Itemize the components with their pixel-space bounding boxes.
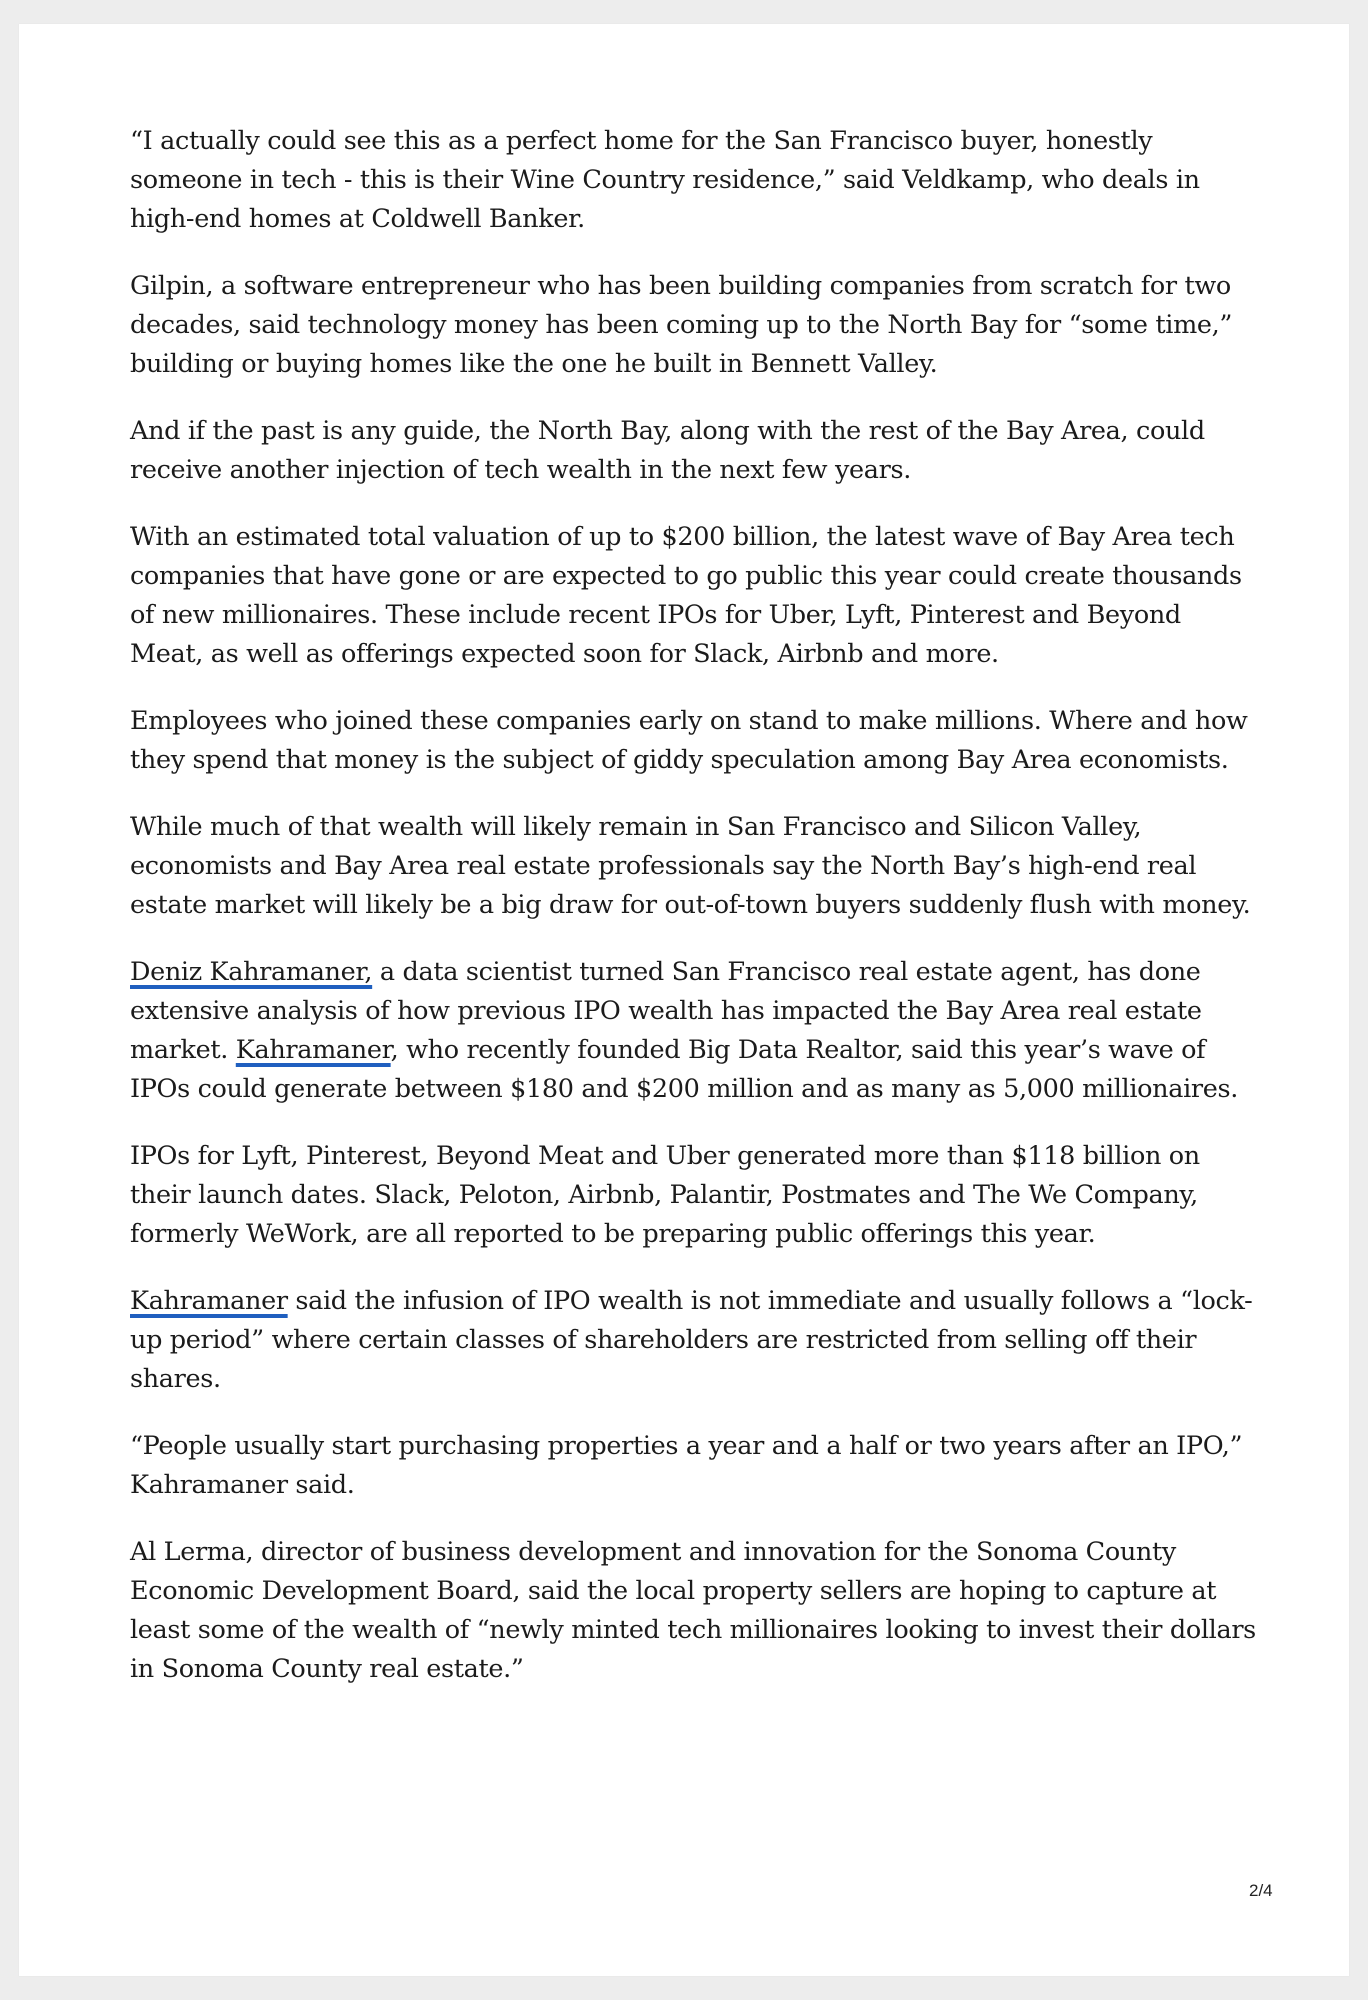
document-page — [19, 24, 1349, 1976]
paragraph-text: , who recently founded Big Data Realtor, said this year’s wave of IPOs could generate between $180 and $200 million and as many as 5,000 millionaires. — [130, 1035, 1238, 1104]
paragraph-text: said the infusion of IPO wealth is not immediate and usually follows a “lock-up period” where certain classes of shareholders are restricted from selling off their shares. — [130, 1286, 1253, 1394]
paragraph: “I actually could see this as a perfect home for the San Francisco buyer, honestly someone in tech - this is their Wine Country residence,” said Veldkamp, who deals in high-end homes at Coldwell Banker. — [130, 126, 1200, 234]
paragraph-text: a data scientist turned San Francisco real estate agent, has done extensive analysis of how previous IPO wealth has impacted the Bay Area real estate market. — [130, 957, 1202, 1065]
paragraph: With an estimated total valuation of up to $200 billion, the latest wave of Bay Area tech companies that have gone or are expected to go public this year could create thousands of new millionaires. These include recent IPOs for Uber, Lyft, Pinterest and Beyond Meat, as well as offerings expected soon for Slack, Airbnb and more. — [130, 522, 1242, 669]
paragraph: “People usually start purchasing properties a year and a half or two years after an IPO,” Kahramaner said. — [130, 1431, 1243, 1500]
paragraph-with-link — [130, 1282, 1260, 1399]
link-deniz-kahramaner[interactable]: Deniz Kahramaner, — [130, 957, 373, 987]
page-number: 2/4 — [1249, 1881, 1273, 1900]
link-kahramaner[interactable]: Kahramaner — [130, 1286, 288, 1316]
paragraph: IPOs for Lyft, Pinterest, Beyond Meat and Uber generated more than $118 billion on their launch dates. Slack, Peloton, Airbnb, Palantir, Postmates and The We Company, formerly WeWork, are all reported to be preparing public offerings this year. — [130, 1141, 1200, 1249]
paragraph-with-links — [130, 953, 1260, 1109]
link-kahramaner[interactable]: Kahramaner — [235, 1035, 391, 1065]
article-body — [130, 122, 1260, 1717]
paragraph: And if the past is any guide, the North Bay, along with the rest of the Bay Area, could receive another injection of tech wealth in the next few years. — [130, 416, 1205, 485]
paragraph: While much of that wealth will likely remain in San Francisco and Silicon Valley, economists and Bay Area real estate professionals say the North Bay’s high-end real estate market will likely be a big draw for out-of-town buyers suddenly flush with money. — [130, 812, 1251, 920]
paragraph: Employees who joined these companies early on stand to make millions. Where and how they spend that money is the subject of giddy speculation among Bay Area economists. — [130, 706, 1248, 775]
paragraph: Gilpin, a software entrepreneur who has been building companies from scratch for two decades, said technology money has been coming up to the North Bay for “some time,” building or buying homes like the one he built in Bennett Valley. — [130, 271, 1233, 379]
paragraph: Al Lerma, director of business development and innovation for the Sonoma County Economic Development Board, said the local property sellers are hoping to capture at least some of the wealth of “newly minted tech millionaires looking to invest their dollars in Sonoma County real estate.” — [130, 1537, 1256, 1684]
